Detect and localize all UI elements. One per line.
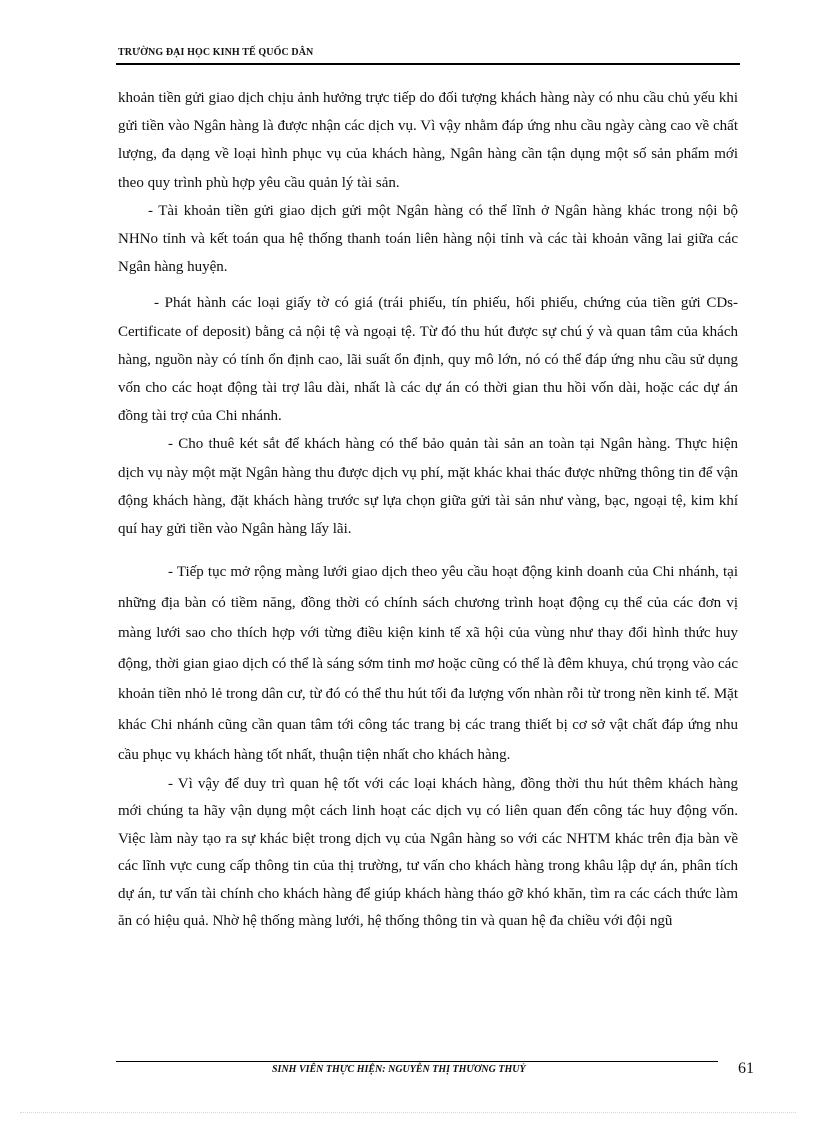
- paragraph-3: - Phát hành các loại giấy tờ có giá (trái phiếu, tín phiếu, hối phiếu, chứng của tiền gửi CDs-Certificate of deposit) bằng cả nội tệ và ngoại tệ. Từ đó thu hút được sự chú ý và quan tâm của khách hàng, nguồn này có tính ổn định cao, lãi suất ổn định, quy mô lớn, nó có thể đáp ứng nhu cầu sử dụng vốn cho các hoạt động tài trợ lâu dài, nhất là các dự án có thời gian thu hồi vốn dài, hoặc các dự án đồng tài trợ của Chi nhánh.: [118, 295, 738, 425]
- paragraph-2: - Tài khoản tiền gửi giao dịch gửi một Ngân hàng có thể lĩnh ở Ngân hàng khác trong nội bộ NHNo tỉnh và kết toán qua hệ thống thanh toán liên hàng nội tỉnh và các tài khoản vãng lai giữa các Ngân hàng huyện.: [118, 202, 738, 276]
- page-header-title: TRƯỜNG ĐẠI HỌC KINH TẾ QUỐC DÂN: [118, 47, 314, 58]
- footer-student-name: SINH VIÊN THỰC HIỆN: NGUYỄN THỊ THƯƠNG THUỶ: [272, 1064, 526, 1075]
- page-bottom-border: [20, 1112, 796, 1113]
- footer-divider: [116, 1061, 718, 1062]
- document-body: [118, 84, 738, 936]
- paragraph-4: - Cho thuê két sắt để khách hàng có thể bảo quản tài sản an toàn tại Ngân hàng. Thực hiện dịch vụ này một mặt Ngân hàng thu được dịch vụ phí, mặt khác khai thác được những thông tin để vận động khách hàng, đặt khách hàng trước sự lựa chọn giữa gửi tài sản như vàng, bạc, ngoại tệ, kim khí quí hay gửi tiền vào Ngân hàng lấy lãi.: [118, 436, 738, 538]
- header-divider: [116, 63, 740, 65]
- paragraph-1: khoản tiền gửi giao dịch chịu ảnh hưởng trực tiếp do đối tượng khách hàng này có nhu cầu chủ yếu khi gửi tiền vào Ngân hàng là được nhận các dịch vụ. Vì vậy nhằm đáp ứng nhu cầu ngày càng cao về chất lượng, đa dạng về loại hình phục vụ của khách hàng, Ngân hàng cần tận dụng một số sản phẩm mới theo quy trình phù hợp yêu cầu quản lý tài sản.: [118, 90, 738, 191]
- page-number: 61: [738, 1060, 754, 1077]
- paragraph-5: - Tiếp tục mở rộng màng lưới giao dịch theo yêu cầu hoạt động kinh doanh của Chi nhánh, tại những địa bàn có tiềm năng, đồng thời có chính sách chương trình hoạt động cụ thể của các đơn vị màng lưới sao cho thích hợp với từng điều kiện kinh tế xã hội của vùng như thay đổi hình thức huy động, thời gian giao dịch có thể là sáng sớm tinh mơ hoặc cũng có thể là đêm khuya, chú trọng vào các khoản tiền nhỏ lẻ trong dân cư, từ đó có thể thu hút tối đa lượng vốn nhàn rỗi từ trong nền kinh tế. Mặt khác Chi nhánh cũng cần quan tâm tới công tác trang bị các trang thiết bị cơ sở vật chất đáp ứng nhu cầu phục vụ khách hàng tốt nhất, thuận tiện nhất cho khách hàng.: [118, 564, 738, 764]
- paragraph-6: - Vì vậy để duy trì quan hệ tốt với các loại khách hàng, đồng thời thu hút thêm khách hàng mới chúng ta hãy vận dụng một cách linh hoạt các dịch vụ có liên quan đến công tác huy động vốn. Việc làm này tạo ra sự khác biệt trong dịch vụ của Ngân hàng so với các NHTM khác trên địa bàn về các lĩnh vực cung cấp thông tin của thị trường, tư vấn cho khách hàng trong khâu lập dự án, phân tích dự án, tư vấn tài chính cho khách hàng để giúp khách hàng tháo gỡ khó khăn, tìm ra các cách thức làm ăn có hiệu quả. Nhờ hệ thống màng lưới, hệ thống thông tin và quan hệ đa chiều với đội ngũ: [118, 775, 738, 930]
